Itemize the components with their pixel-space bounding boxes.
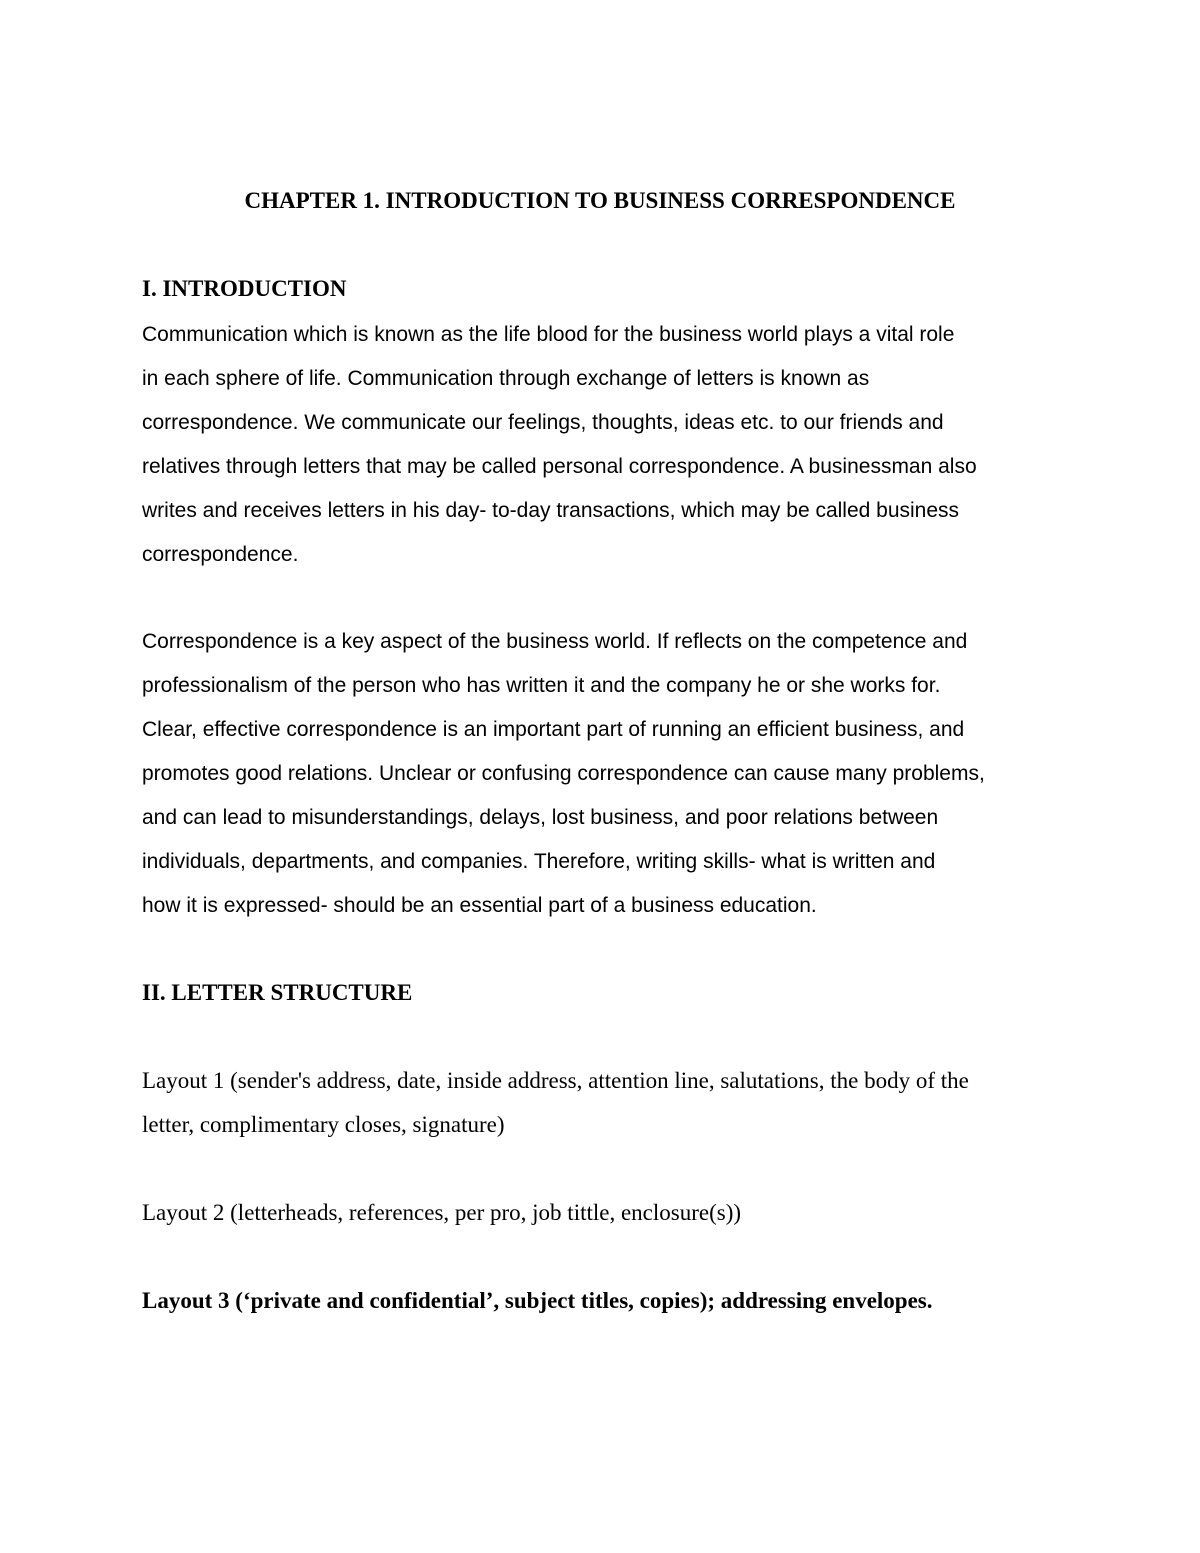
paragraph-line: professionalism of the person who has written it and the company he or she works for. [142, 674, 941, 697]
paragraph-line: correspondence. We communicate our feelings, thoughts, ideas etc. to our friends and [142, 411, 944, 434]
layout-line: Layout 1 (sender's address, date, inside address, attention line, salutations, the body of the [142, 1068, 969, 1093]
paragraph-line: Clear, effective correspondence is an important part of running an efficient business, and [142, 718, 965, 741]
layout-2-item: Layout 2 (letterheads, references, per pro, job tittle, enclosure(s)) [142, 1200, 742, 1225]
paragraph-line: Communication which is known as the life blood for the business world plays a vital role [142, 323, 955, 346]
paragraph-line: how it is expressed- should be an essential part of a business education. [142, 894, 817, 917]
paragraph-line: relatives through letters that may be called personal correspondence. A businessman also [142, 455, 977, 478]
paragraph-line: writes and receives letters in his day- to-day transactions, which may be called business [142, 499, 960, 522]
paragraph-line: in each sphere of life. Communication through exchange of letters is known as [142, 367, 870, 390]
chapter-title: CHAPTER 1. INTRODUCTION TO BUSINESS CORRESPONDENCE [244, 188, 956, 213]
paragraph-line: individuals, departments, and companies. Therefore, writing skills- what is written and [142, 850, 936, 873]
section-heading-letter-structure: II. LETTER STRUCTURE [142, 980, 413, 1005]
paragraph-line: correspondence. [142, 543, 299, 566]
paragraph-line: promotes good relations. Unclear or confusing correspondence can cause many problems, [142, 762, 985, 785]
paragraph-line: and can lead to misunderstandings, delays, lost business, and poor relations between [142, 806, 939, 829]
layout-3-item: Layout 3 (‘private and confidential’, subject titles, copies); addressing envelopes. [142, 1288, 933, 1313]
paragraph-line: Correspondence is a key aspect of the business world. If reflects on the competence and [142, 630, 968, 653]
section-heading-introduction: I. INTRODUCTION [142, 276, 347, 301]
layout-line: letter, complimentary closes, signature) [142, 1112, 505, 1137]
